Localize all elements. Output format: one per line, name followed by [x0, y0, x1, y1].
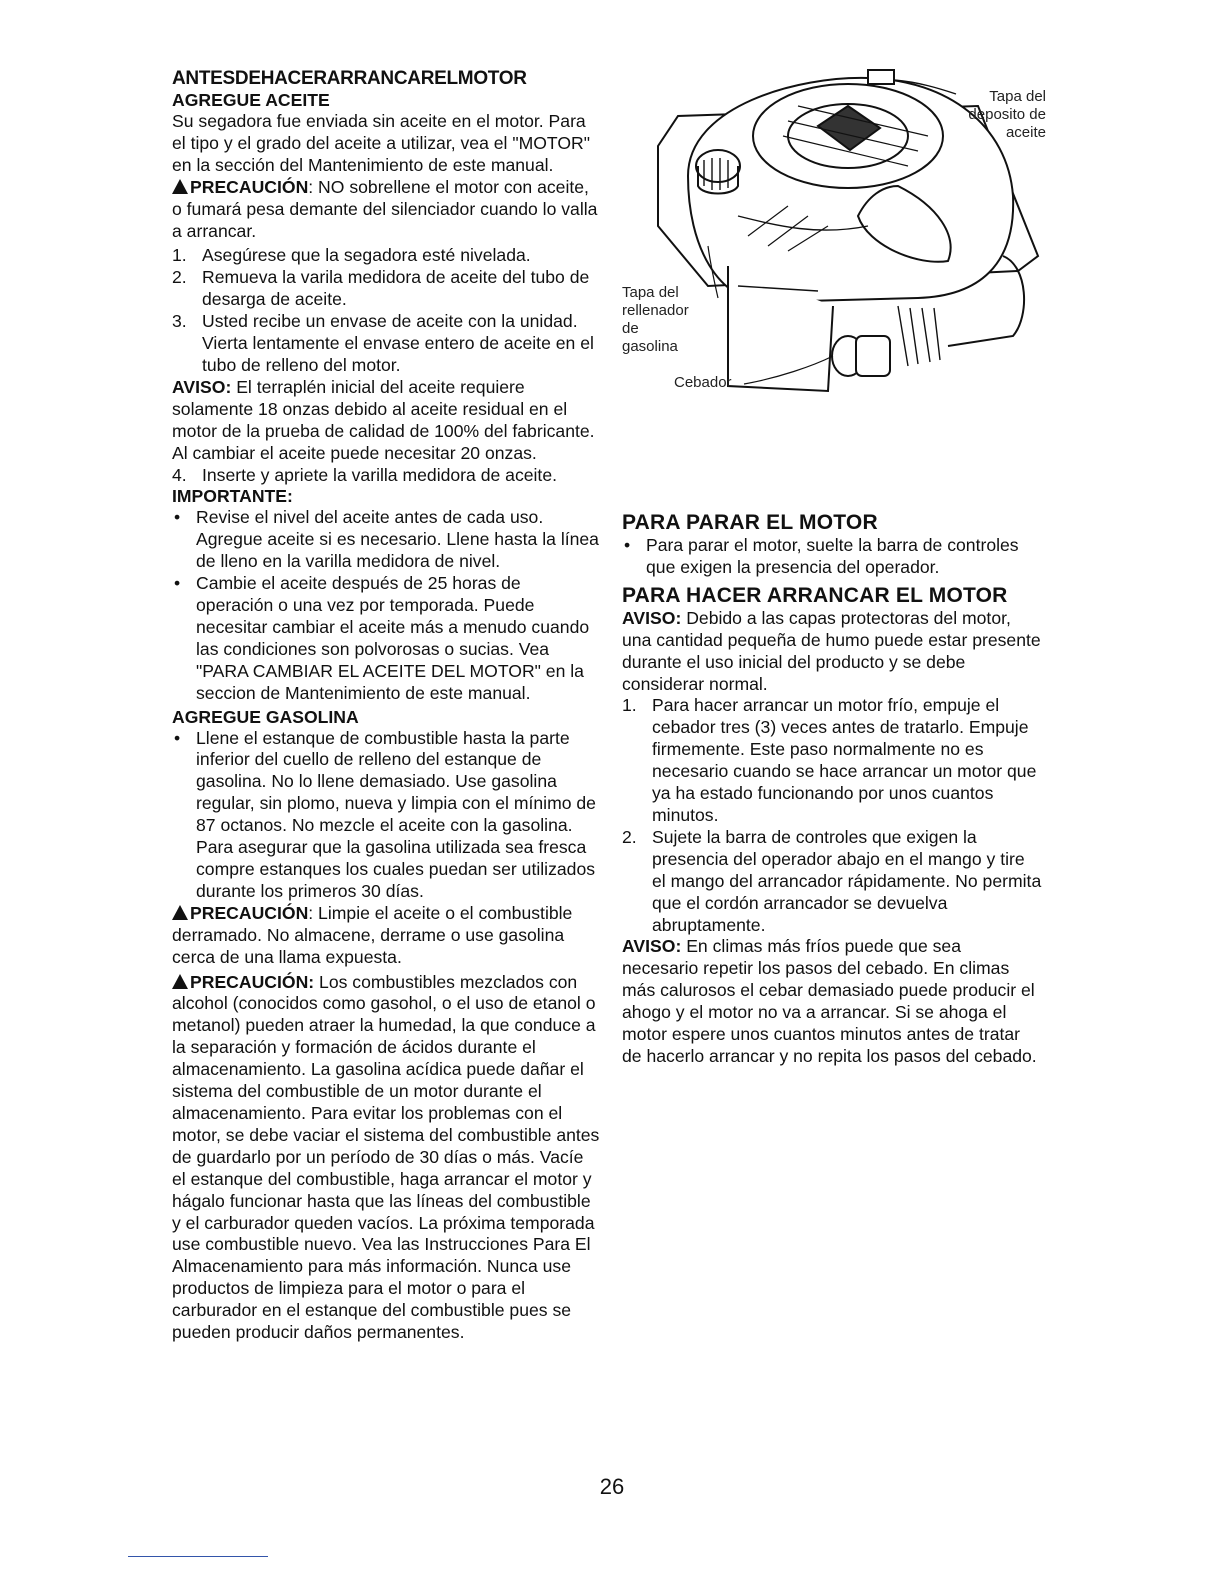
page-number: 26: [599, 1474, 625, 1499]
add-gas-heading: AGREGUE GASOLINA: [172, 706, 359, 727]
list-item: 1. Para hacer arrancar un motor frío, empuje el cebador tres (3) veces antes de tratarlo. Empuje firmemente. Este paso normalmente no es necesario cuando se hace arrancar un motor que ya ha estado funcionando por unos cuantos minutos.: [622, 695, 1037, 825]
important-heading: IMPORTANTE:: [172, 486, 293, 507]
oil-caution-text: : NO sobrellene el motor con aceite, o fumará pesa demante del silenciador cuando lo valla a arrancar.: [172, 176, 598, 241]
primer-label: Cebador: [674, 374, 732, 391]
oil-steps: [172, 245, 600, 376]
oil-caution-label: PRECAUCIÓN: [190, 176, 309, 197]
fuel-cap-label: Tapa del rellenador de gasolina: [622, 284, 689, 355]
list-item: 4. Inserte y apriete la varilla medidora de aceite.: [172, 464, 557, 485]
gas-caution-2: PRECAUCIÓN: Los combustibles mezclados con alcohol (conocidos como gasohol, o el uso de etanol o metanol) pueden atraer la humedad, la que conduce a la separación y formación de ácidos durante el almacenamiento. La gasolina acídica puede dañar el sistema del combustible de un motor durante el almacenamiento. Para evitar los problemas con el motor, se debe vaciar el sistema del combustible antes de guardarlo por un período de 30 días o más. Vacíe el estanque del combustible, haga arrancar el motor y hágalo funcionar hasta que las líneas del combustible y el carburador queden vacíos. La próxima temporada use combustible nuevo. Vea las Instrucciones Para El Almacenamiento para más información. Nunca use productos de limpieza para el motor o para el carburador en el estanque del combustible pues se pueden producir daños permanentes.: [172, 971, 600, 1343]
start-notice-1: AVISO: Debido a las capas protectoras del motor, una cantidad pequeña de humo puede estar presente durante el uso inicial del producto y se debe considerar normal.: [622, 607, 1041, 694]
list-item: • Llene el estanque de combustible hasta la parte inferior del cuello de relleno del estanque de gasolina. No lo llene demasiado. Use gasolina regular, sin plomo, nueva y limpia con el mínimo de 87 octanos. No mezcle el aceite con la gasolina. Para asegurar que la gasolina utilizada sea fresca compre estanques los cuales puedan ser utilizados durante los primeros 30 días.: [174, 727, 596, 901]
list-item: 2. Remueva la varila medidora de aceite del tubo de desarga de aceite.: [172, 267, 590, 310]
list-item: 1. Asegúrese que la segadora esté nivelada.: [172, 245, 531, 266]
left-column: [172, 68, 600, 1344]
start-notice-2: AVISO: En climas más fríos puede que sea necesario repetir los pasos del cebado. En climas más calurosos el cebar demasiado puede producir el ahogo y el motor no va a arrancar. Si se ahoga el motor espere unos cuantos minutos antes de tratar de hacerlo arrancar y no repita los pasos del cebado.: [622, 936, 1037, 1066]
list-item: • Cambie el aceite después de 25 horas de operación o una vez por temporada. Puede necesitar cambiar el aceite más a menudo cuando las condiciones son polvorosas o sucias. Vea "PARA CAMBIAR EL ACEITE DEL MOTOR" en la seccion de Mantenimiento de este manual.: [174, 573, 590, 703]
oil-cap-label: Tapa del deposito de aceite: [968, 88, 1046, 141]
list-item: 3. Usted recibe un envase de aceite con la unidad. Vierta lentamente el envase entero de aceite en el tubo de relleno del motor.: [172, 311, 594, 375]
list-item: • Revise el nivel del aceite antes de cada uso. Agregue aceite si es necesario. Llene hasta la línea de lleno en la varilla medidora de nivel.: [174, 507, 599, 572]
stop-engine-heading: PARA PARAR EL MOTOR: [622, 511, 878, 534]
engine-figure: [618, 66, 1054, 406]
add-oil-heading: AGREGUE ACEITE: [172, 90, 330, 110]
list-item: 2. Sujete la barra de controles que exigen la presencia del operador abajo en el mango y tire el mango del arrancador rápidamente. No permita que el cordón arrancador se devuelva abruptamente.: [622, 826, 1042, 935]
oil-notice: AVISO: El terraplén inicial del aceite requiere solamente 18 onzas debido al aceite residual en el motor de la prueba de calidad de 100% del fabricante. Al cambiar el aceite puede necesitar 20 onzas.: [172, 376, 595, 463]
add-oil-intro: Su segadora fue enviada sin aceite en el motor. Para el tipo y el grado del aceite a utilizar, vea el "MOTOR" en la sección del Mantenimiento de este manual.: [172, 111, 590, 175]
warning-triangle-icon: [172, 974, 188, 989]
right-column: [622, 510, 1042, 1068]
footer-rule: [128, 1556, 268, 1557]
warning-triangle-icon: [172, 179, 188, 194]
list-item: • Para parar el motor, suelte la barra de controles que exigen la presencia del operador.: [624, 535, 1019, 577]
start-engine-heading: PARA HACER ARRANCAR EL MOTOR: [622, 583, 1008, 607]
oil-caution: [172, 177, 600, 243]
warning-triangle-icon: [172, 905, 188, 920]
section-title: ANTESDEHACERARRANCARELMOTOR: [172, 68, 527, 89]
gas-caution-1: PRECAUCIÓN: Limpie el aceite o el combustible derramado. No almacene, derrame o use gasolina cerca de una llama expuesta.: [172, 902, 573, 967]
